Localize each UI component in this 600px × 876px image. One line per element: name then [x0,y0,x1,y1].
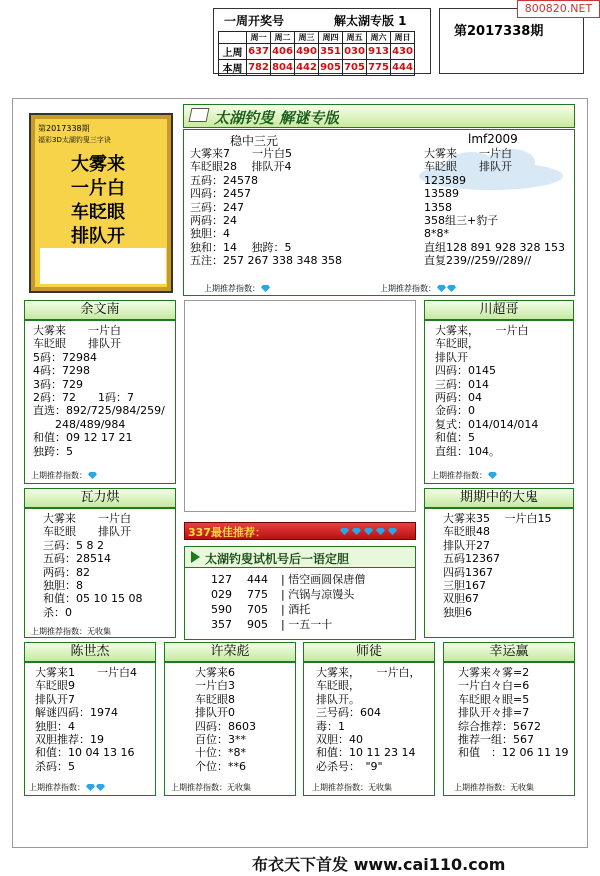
best-recommend-bar [184,522,416,540]
section-walihong [24,508,176,638]
text-line: 五码12367 [443,552,500,566]
banner-title: 太湖钓叟 解谜专版 [214,109,340,127]
day-header: 周二 [271,32,295,44]
text-line: 三码：5 8 2 [43,538,104,552]
gem-icon [388,528,397,535]
section-header-yuwennan: 余文南 [24,300,176,320]
text-line: 大雾来 一片白 [33,324,121,337]
text-line: 车眨眼8 [195,692,235,706]
day-header: 周四 [319,32,343,44]
poster-line: 车眨眼 [71,202,125,223]
gem-icon [447,285,456,292]
result-cell: 430 [391,44,415,60]
section-qizhong [424,508,574,638]
rating-label: 上期推荐指数： [204,284,270,294]
test-number-table [184,568,416,640]
text-line: 直组128 891 928 328 153 [424,240,565,254]
day-header: 周三 [295,32,319,44]
section-header-xurongbiao: 许荣彪 [164,642,296,662]
section-header-xingyunying: 幸运赢 [443,642,575,662]
text-line: 车眨眼48 [443,525,490,539]
poster-blank [40,248,166,284]
main-left-list [190,147,342,268]
text-line: 车眨眼， [435,337,479,351]
issue-number: 第2017338期 [454,24,544,39]
text-line: 解谜四码：1974 [35,706,118,720]
text-line: 3码：729 [33,377,83,391]
gem-icon [364,528,373,535]
text-line: 五码：28514 [43,552,111,566]
text-line: 独和：14 独跨：5 [190,240,292,254]
text-line: 三码：247 [190,200,244,214]
text-line: 双胆67 [443,592,479,606]
result-cell: 775 [367,60,391,76]
day-header: 周日 [391,32,415,44]
gem-icon [352,528,361,535]
gem-icon [376,528,385,535]
poster-line: 一片白 [71,178,125,199]
text-line: 三号码：604 [316,706,381,720]
text-line: 8*8* [424,227,449,241]
day-header: 周一 [247,32,271,44]
text-line: 大雾来々雾=2 [458,666,530,679]
gem-icon [86,784,95,791]
text-line: 排队开。 [316,692,360,706]
text-line: 和值：10 11 23 14 [316,746,416,760]
text-line: 十位：*8* [195,746,246,760]
rating-label: 上期推荐指数： [29,783,105,793]
text-line: 车眨眼， [316,679,360,693]
section-xurongbiao [164,662,296,796]
text-line: 和值：10 04 13 16 [35,746,135,760]
text-line: 13589 [424,187,459,201]
result-cell: 804 [271,60,295,76]
day-header: 周五 [343,32,367,44]
result-cell: 442 [295,60,319,76]
section-header-chenshijie: 陈世杰 [24,642,156,662]
text-line: 一片白々白=6 [458,679,530,693]
text-line: 大雾来， 一片白 [435,324,529,337]
poster-subtitle: 福彩3D太湖钓叟三字诀 [38,136,111,144]
gem-icon [437,285,446,292]
text-line: 毒：1 [316,719,345,733]
text-line: 和值：09 12 17 21 [33,431,133,445]
result-cell: 030 [343,44,367,60]
rating-label: 上期推荐指数： [431,471,497,481]
text-line: 三码：014 [435,377,489,391]
text-line: 排队开27 [443,538,490,552]
text-line: 车眨眼 排队开 [43,525,131,539]
text-line: 直选：892/725/984/259/ [33,404,165,418]
center-image-placeholder [184,300,416,512]
text-line: 四码：0145 [435,364,496,378]
text-line: 四码1367 [443,565,493,579]
text-line: 直复239//259//289// [424,254,532,268]
section-xingyunying [443,662,575,796]
poster-line: 大雾来 [71,154,125,175]
result-cell: 782 [247,60,271,76]
rating-label: 上期推荐指数：无收集 [454,783,534,792]
text-line: 独胆6 [443,605,472,619]
section-chenshijie [24,662,156,796]
text-line: 两码：24 [190,214,237,228]
test-row: 127 444 | 悟空画圆保唐僧 [211,573,366,586]
footer-text: 布衣天下首发 www.cai110.com [252,855,506,874]
section-header-chuanchaoge: 川超哥 [424,300,574,320]
gem-icon [261,285,270,292]
text-line: 独胆：4 [35,719,75,733]
poster-issue: 第2017338期 [38,124,90,133]
result-cell: 637 [247,44,271,60]
arrow-icon [191,551,200,563]
best-recommend-title: 337最佳推荐： [188,526,266,539]
row-label: 上周 [219,44,247,60]
text-line: 车眨眼 排队开 [33,337,121,351]
text-line: 大雾来7 一片白5 [190,147,292,160]
section-header-walihong: 瓦力烘 [24,488,176,508]
poster-line: 排队开 [71,226,125,247]
section-yuwennan [24,320,176,484]
gem-icon [96,784,105,791]
text-line: 123589 [424,173,466,187]
edition-label: 解太湖专版 1 [334,14,407,28]
text-line: 个位：**6 [195,759,246,773]
text-line: 必杀号： "9" [316,759,383,773]
text-line: 248/489/984 [33,417,126,431]
test-row: 029 775 | 汽锅与凉馒头 [211,588,355,601]
text-line: 综合推荐：5672 [458,719,541,733]
section-header-qizhong: 期期中的大鬼 [424,488,574,508]
text-line: 四码：8603 [195,719,256,733]
text-line: 2码：72 1码：7 [33,391,134,405]
text-line: 双胆推荐：19 [35,733,104,747]
text-line: 推荐一组：567 [458,733,534,747]
text-line: 双胆：40 [316,733,363,747]
text-line: 大雾来6 [195,666,235,679]
rating-label: 上期推荐指数：无收集 [31,627,111,636]
text-line: 排队开 [435,350,468,364]
scroll-icon [189,108,210,122]
rating-label: 上期推荐指数： [31,471,97,481]
text-line: 独胆：8 [43,579,83,593]
result-cell: 490 [295,44,319,60]
text-line: 车眨眼 排队开 [424,160,512,174]
result-cell: 406 [271,44,295,60]
result-cell: 705 [343,60,367,76]
weekly-results-table [218,31,415,76]
text-line: 一片白3 [195,679,235,693]
text-line: 金码：0 [435,404,475,418]
main-right-list [424,147,565,268]
text-line: 358组三+豹子 [424,214,499,228]
text-line: 直组：104。 [435,444,500,458]
text-line: 独跨：5 [33,444,73,458]
result-cell: 351 [319,44,343,60]
main-prediction-box [183,129,575,296]
text-line: 复式：014/014/014 [435,417,539,431]
poster-panel [29,113,173,293]
text-line: 5码：72984 [33,350,97,364]
day-header: 周六 [367,32,391,44]
text-line: 杀码：5 [35,759,75,773]
text-line: 五注：257 267 338 348 358 [190,254,342,268]
text-line: 车眨眼28 排队开4 [190,160,292,174]
text-line: 杀：0 [43,605,72,619]
test-number-header [184,546,416,568]
text-line: 和值：05 10 15 08 [43,592,143,606]
text-line: 百位：3** [195,733,246,747]
text-line: 和值：5 [435,431,475,445]
result-cell: 905 [319,60,343,76]
text-line: 车眨眼々眼=5 [458,692,530,706]
text-line: 大雾来35 一片白15 [443,512,552,525]
weekly-results-panel [213,8,431,74]
text-line: 排队开7 [35,692,75,706]
main-left-caption: 稳中三元 [230,134,279,148]
text-line: 1358 [424,200,452,214]
row-label: 本周 [219,60,247,76]
text-line: 两码：04 [435,391,482,405]
text-line: 和值 ：12 06 11 19 [458,746,569,760]
text-line: 大雾来1 一片白4 [35,666,137,679]
banner [183,104,575,128]
text-line: 四码：2457 [190,187,251,201]
rating-label: 上期推荐指数： [380,284,456,294]
gem-icon [88,472,97,479]
text-line: 大雾来 一片白 [424,147,512,160]
section-header-shitu: 师徒 [303,642,435,662]
result-cell: 913 [367,44,391,60]
text-line: 车眨眼9 [35,679,75,693]
section-chuanchaoge [424,320,574,484]
text-line: 独胆：4 [190,227,230,241]
text-line: 排队开0 [195,706,235,720]
text-line: 两码：82 [43,565,90,579]
text-line: 4码：7298 [33,364,90,378]
test-row: 357 905 | 一五一十 [211,618,333,631]
result-cell: 444 [391,60,415,76]
rating-label: 上期推荐指数：无收集 [312,783,392,792]
text-line: 三胆167 [443,579,486,593]
gem-icon [488,472,497,479]
text-line: 排队开々排=7 [458,706,530,720]
weekly-title: 一周开奖号 [224,14,285,28]
text-line: 五码：24578 [190,173,258,187]
text-line: 大雾来 一片白 [43,512,131,525]
main-right-caption: lmf2009 [468,132,518,146]
section-shitu [303,662,435,796]
rating-label: 上期推荐指数：无收集 [171,783,251,792]
text-line: 大雾来， 一片白， [316,666,421,679]
gem-icon [340,528,349,535]
test-number-title: 太湖钓叟试机号后一语定胆 [205,552,350,566]
test-row: 590 705 | 酒托 [211,603,311,616]
site-badge[interactable]: 800820.NET [517,0,600,18]
